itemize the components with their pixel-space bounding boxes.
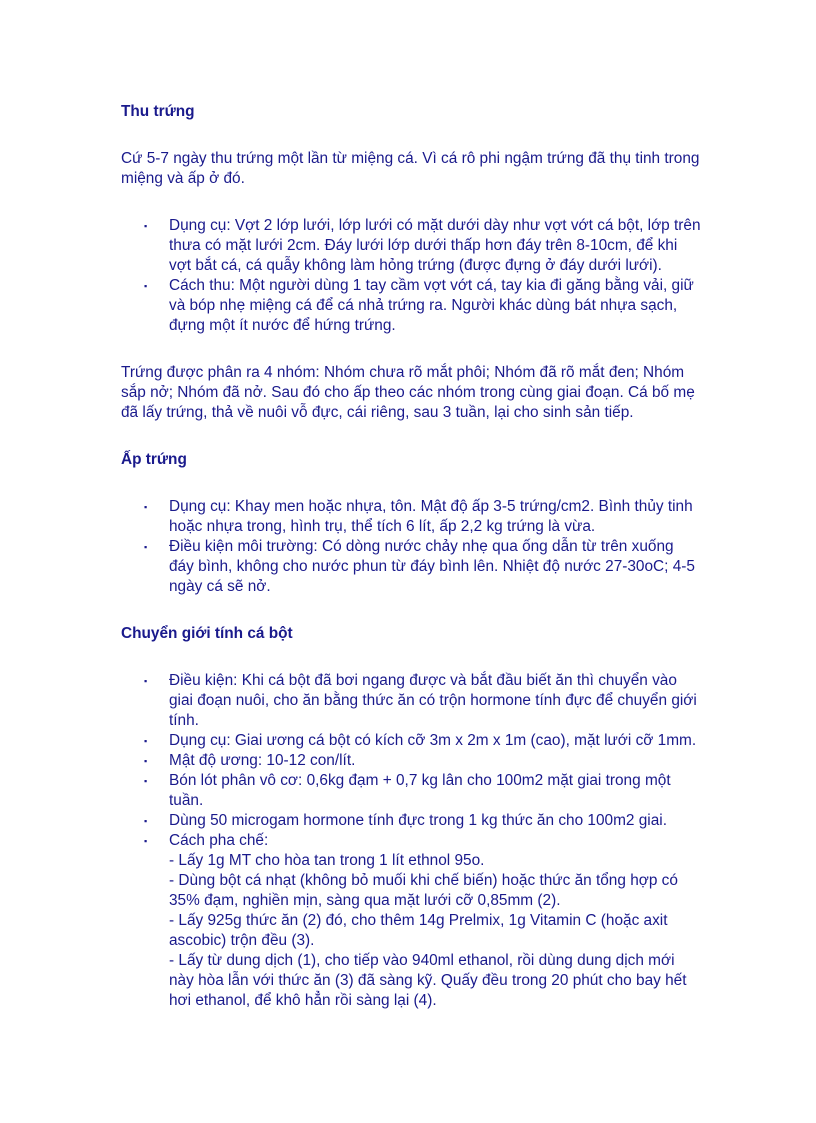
list-item xyxy=(121,497,701,537)
bullet-icon: ▪ xyxy=(144,756,148,766)
list-item-text: Điều kiện: Khi cá bột đã bơi ngang được và bắt đầu biết ăn thì chuyển vào giai đoạn nuôi, cho ăn bằng thức ăn có trộn hormone tính đực để chuyển giới tính. xyxy=(169,672,697,729)
list-item-text: Dụng cụ: Vợt 2 lớp lưới, lớp lưới có mặt dưới dày như vợt vớt cá bột, lớp trên thưa có mặt lưới 2cm. Đáy lưới lớp dưới thấp hơn đáy trên 8-10cm, để khi vợt bắt cá, cá quẫy không làm hỏng trứng (được đựng ở đáy dưới lưới). xyxy=(169,217,701,274)
section-title-ap-trung: Ấp trứng xyxy=(121,451,187,468)
list-item xyxy=(121,671,701,731)
bullet-icon: ▪ xyxy=(144,676,148,686)
list-item-text: Dùng 50 microgam hormone tính đực trong 1 kg thức ăn cho 100m2 giai. xyxy=(169,812,667,829)
method-step: - Lấy 925g thức ăn (2) đó, cho thêm 14g Prelmix, 1g Vitamin C (hoặc axit ascobic) trộn đều (3). xyxy=(169,912,668,949)
section-paragraph: Cứ 5-7 ngày thu trứng một lần từ miệng cá. Vì cá rô phi ngậm trứng đã thụ tinh trong miệng và ấp ở đó. xyxy=(121,150,700,187)
section-paragraph: Trứng được phân ra 4 nhóm: Nhóm chưa rõ mắt phôi; Nhóm đã rõ mắt đen; Nhóm sắp nở; Nhóm đã nở. Sau đó cho ấp theo các nhóm trong cùng giai đoạn. Cá bố mẹ đã lấy trứng, thả về nuôi vỗ đực, cái riêng, sau 3 tuần, lại cho sinh sản tiếp. xyxy=(121,364,695,421)
list-item-text: Dụng cụ: Khay men hoặc nhựa, tôn. Mật độ ấp 3-5 trứng/cm2. Bình thủy tinh hoặc nhựa trong, hình trụ, thể tích 6 lít, ấp 2,2 kg trứng là vừa. xyxy=(169,498,693,535)
bullet-list xyxy=(121,497,701,597)
bullet-icon: ▪ xyxy=(144,502,148,512)
list-item-text: Dụng cụ: Giai ương cá bột có kích cỡ 3m x 2m x 1m (cao), mặt lưới cỡ 1mm. xyxy=(169,732,697,749)
bullet-icon: ▪ xyxy=(144,221,148,231)
list-item xyxy=(121,731,701,751)
list-item-text: Mật độ ương: 10-12 con/lít. xyxy=(169,752,356,769)
bullet-icon: ▪ xyxy=(144,776,148,786)
list-item xyxy=(121,216,701,276)
method-step: - Dùng bột cá nhạt (không bỏ muối khi chế biến) hoặc thức ăn tổng hợp có 35% đạm, nghiền mịn, sàng qua mặt lưới cỡ 0,85mm (2). xyxy=(169,872,678,909)
list-item-text: Điều kiện môi trường: Có dòng nước chảy nhẹ qua ống dẫn từ trên xuống đáy bình, không cho nước phun từ đáy bình lên. Nhiệt độ nước 27-30oC; 4-5 ngày cá sẽ nở. xyxy=(169,538,695,595)
list-item-text: Bón lót phân vô cơ: 0,6kg đạm + 0,7 kg lân cho 100m2 mặt giai trong một tuần. xyxy=(169,772,671,809)
section-title-thu-trung: Thu trứng xyxy=(121,103,195,120)
list-item xyxy=(121,751,701,771)
method-step: - Lấy từ dung dịch (1), cho tiếp vào 940ml ethanol, rồi dùng dung dịch mới này hòa lẫn với thức ăn (3) đã sàng kỹ. Quấy đều trong 20 phút cho bay hết hơi ethanol, để khô hẳn rồi sàng lại (4). xyxy=(169,952,687,1009)
list-item-text: Cách thu: Một người dùng 1 tay cầm vợt vớt cá, tay kia đi găng bằng vải, giữ và bóp nhẹ miệng cá để cá nhả trứng ra. Người khác dùng bát nhựa sạch, đựng một ít nước để hứng trứng. xyxy=(169,277,694,334)
bullet-list xyxy=(121,216,701,336)
bullet-icon: ▪ xyxy=(144,736,148,746)
method-step: - Lấy 1g MT cho hòa tan trong 1 lít ethnol 95o. xyxy=(169,852,485,869)
list-item-method xyxy=(121,831,701,1011)
list-item xyxy=(121,811,701,831)
bullet-icon: ▪ xyxy=(144,836,148,846)
method-label: Cách pha chế: xyxy=(169,832,269,849)
section-title-chuyen-gioi-tinh: Chuyển giới tính cá bột xyxy=(121,625,293,642)
document-page xyxy=(121,102,701,1011)
list-item xyxy=(121,276,701,336)
bullet-icon: ▪ xyxy=(144,281,148,291)
bullet-icon: ▪ xyxy=(144,816,148,826)
list-item xyxy=(121,537,701,597)
bullet-list xyxy=(121,671,701,1011)
list-item xyxy=(121,771,701,811)
bullet-icon: ▪ xyxy=(144,542,148,552)
